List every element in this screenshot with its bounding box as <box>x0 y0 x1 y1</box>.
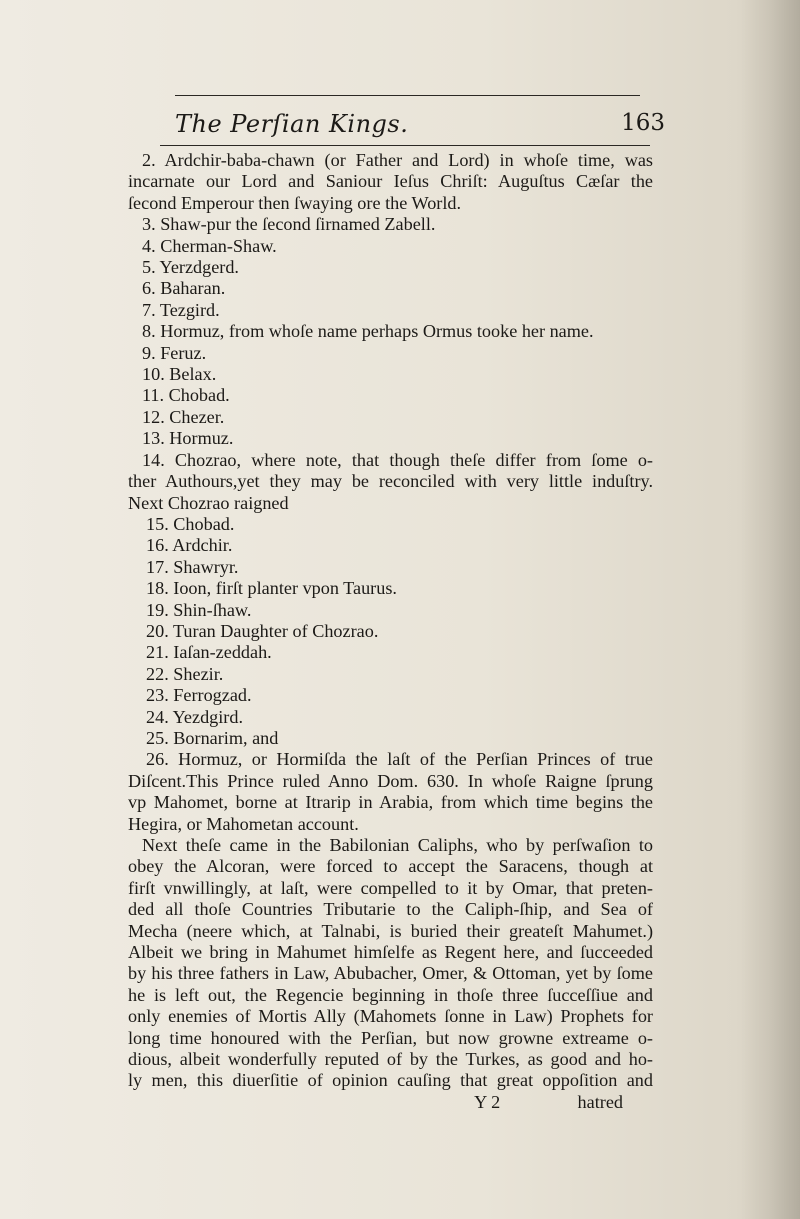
text-line: 18. Ioon, firſt planter vpon Taurus. <box>146 578 397 599</box>
text-line: only enemies of Mortis Ally (Mahomets ſonne in Law) Prophets for <box>128 1006 653 1027</box>
text-line: 15. Chobad. <box>146 513 235 534</box>
body-text <box>128 150 653 1113</box>
text-line: 14. Chozrao, where note, that though theſe differ from ſome o- <box>142 449 653 470</box>
text-line: Next theſe came in the Babilonian Caliphs, who by perſwaſion to <box>142 835 653 855</box>
text-line: Next Chozrao raigned <box>128 492 289 513</box>
text-line: vp Mahomet, borne at Itrarip in Arabia, from which time begins the <box>128 792 653 813</box>
text-line: ther Authours,yet they may be reconciled with very little induſtry. <box>128 471 653 492</box>
text-line: ded all thoſe Countries Tributarie to the Caliph-ſhip, and Sea of <box>128 899 653 920</box>
text-line: long time honoured with the Perſian, but now growne extreame o- <box>128 1027 653 1048</box>
text-line: 16. Ardchir. <box>146 535 233 556</box>
text-line: 7. Tezgird. <box>142 299 220 320</box>
page-number: 163 <box>621 110 665 136</box>
text-line: 17. Shawryr. <box>146 556 239 577</box>
text-line: Albeit we bring in Mahumet himſelfe as Regent here, and ſucceeded <box>128 942 653 963</box>
text-line: 3. Shaw-pur the ſecond ſirnamed Zabell. <box>142 214 436 235</box>
running-header <box>175 106 665 146</box>
text-line: 4. Cherman-Shaw. <box>142 235 277 256</box>
text-line: obey the Alcoran, were forced to accept the Saracens, though at <box>128 856 653 877</box>
text-line: 9. Feruz. <box>142 342 207 363</box>
text-line: 19. Shin-ſhaw. <box>146 599 252 620</box>
text-line: ſecond Emperour then ſwaying ore the World. <box>128 192 462 213</box>
running-title: The Perſian Kings. <box>175 110 409 138</box>
text-line: 26. Hormuz, or Hormiſda the laſt of the Perſian Princes of true <box>146 749 653 770</box>
text-line: 13. Hormuz. <box>142 428 234 449</box>
text-line: 23. Ferrogzad. <box>146 685 252 706</box>
header-rule <box>160 145 650 146</box>
text-line: 12. Chezer. <box>142 406 225 427</box>
text-line: Diſcent.This Prince ruled Anno Dom. 630. In whoſe Raigne ſprung <box>128 770 653 791</box>
page-edge-shadow <box>740 0 800 1219</box>
header-rule-top <box>175 95 640 96</box>
text-line: 11. Chobad. <box>142 385 230 406</box>
signature-mark: Y 2 <box>474 1091 501 1112</box>
text-line: 2. Ardchir-baba-chawn (or Father and Lord) in whoſe time, was <box>142 150 653 170</box>
footer-line <box>128 1092 653 1113</box>
text-line: 21. Iaſan-zeddah. <box>146 642 272 663</box>
text-line: Mecha (neere which, at Talnabi, is buried their greateſt Mahumet.) <box>128 920 653 941</box>
text-line: Hegira, or Mahometan account. <box>128 813 359 834</box>
text-line: ly men, this diuerſitie of opinion cauſing that great oppoſition and <box>128 1070 653 1091</box>
text-line: 25. Bornarim, and <box>146 727 279 748</box>
text-line: 10. Belax. <box>142 364 217 385</box>
text-line: 5. Yerzdgerd. <box>142 257 239 278</box>
text-line: incarnate our Lord and Saniour Ieſus Chriſt: Auguſtus Cæſar the <box>128 171 653 192</box>
text-line: 22. Shezir. <box>146 663 224 684</box>
text-line: 20. Turan Daughter of Chozrao. <box>146 620 379 641</box>
text-line: he is left out, the Regencie beginning in thoſe three ſucceſſiue and <box>128 984 653 1005</box>
text-line: dious, albeit wonderfully reputed of by the Turkes, as good and ho- <box>128 1049 653 1070</box>
catchword: hatred <box>577 1091 623 1112</box>
text-line: 24. Yezdgird. <box>146 706 244 727</box>
text-line: 6. Baharan. <box>142 278 226 299</box>
text-line: 8. Hormuz, from whoſe name perhaps Ormus tooke her name. <box>142 321 594 342</box>
text-line: firſt vnwillingly, at laſt, were compelled to it by Omar, that preten- <box>128 877 653 898</box>
text-line: by his three fathers in Law, Abubacher, Omer, & Ottoman, yet by ſome <box>128 963 653 984</box>
